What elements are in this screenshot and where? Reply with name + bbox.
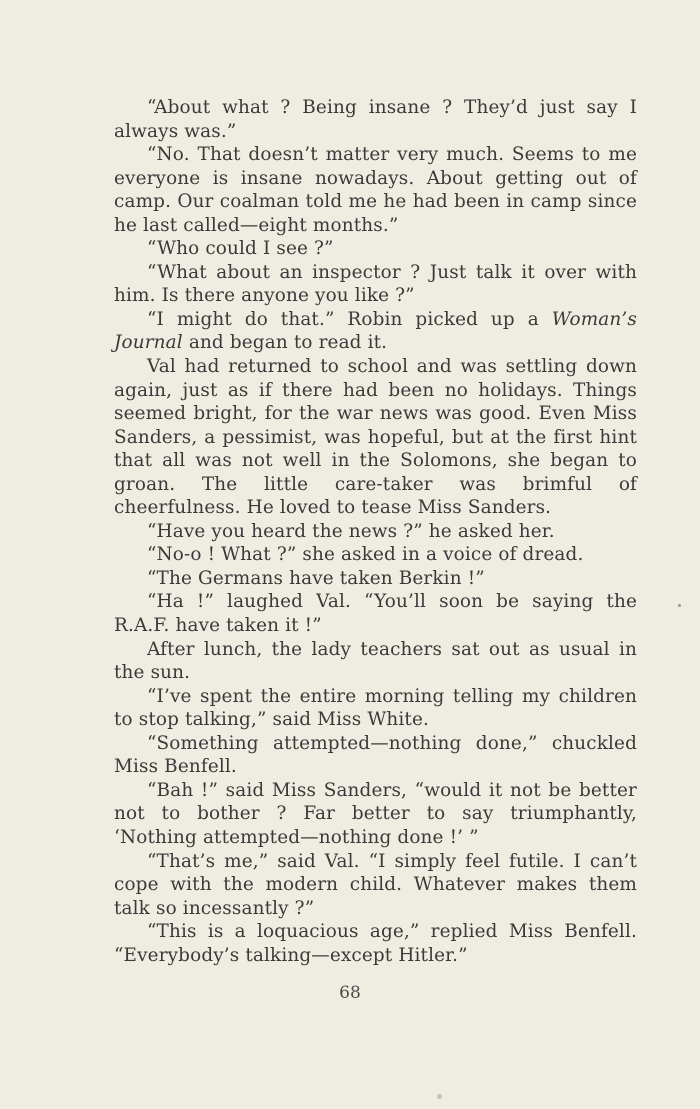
paragraph-7: “Have you heard the news ?” he asked her. (147, 520, 555, 542)
paragraph-5 (114, 308, 637, 355)
paragraph-9: “The Germans have taken Berkin !” (147, 567, 485, 589)
paragraph-2: “No. That doesn’t matter very much. Seems to me everyone is insane nowadays. About getting out of camp. Our coalman told me he had been in camp since he last called—eight months.” (114, 144, 637, 236)
paragraph-8: “No-o ! What ?” she asked in a voice of dread. (147, 544, 584, 566)
body-text (114, 96, 637, 967)
paragraph-10: “Ha !” laughed Val. “You’ll soon be saying the R.A.F. have taken it !” (114, 591, 637, 637)
paragraph-13: “Something attempted—nothing done,” chuckled Miss Benfell. (114, 732, 637, 778)
paragraph-6: Val had returned to school and was settling down again, just as if there had been no holidays. Things seemed bright, for the war news was good. Even Miss Sanders, a pessimist, was hopeful, but at the first hint that all was not well in the Solomons, she began to groan. The little care-taker was brimful of cheerfulness. He loved to tease Miss Sanders. (114, 356, 637, 519)
paragraph-16: “This is a loquacious age,” replied Miss Benfell. “Everybody’s talking—except Hitler.” (114, 921, 637, 966)
bottom-speck (437, 1094, 442, 1099)
paragraph-5-after: and began to read it. (182, 332, 388, 354)
paragraph-15: “That’s me,” said Val. “I simply feel futile. I can’t cope with the modern child. Whatever makes them talk so incessantly ?” (114, 850, 637, 919)
paragraph-4: “What about an inspector ? Just talk it over with him. Is there anyone you like ?” (114, 261, 637, 307)
paragraph-11: After lunch, the lady teachers sat out as usual in the sun. (114, 638, 637, 684)
paragraph-3: “Who could I see ?” (147, 238, 334, 260)
paragraph-14: “Bah !” said Miss Sanders, “would it not be better not to bother ? Far better to say triumphantly, ‘Nothing attempted—nothing done !’ ” (114, 779, 637, 848)
paragraph-1: “About what ? Being insane ? They’d just say I always was.” (114, 97, 637, 142)
paragraph-5-before: “I might do that.” Robin picked up a (147, 308, 552, 330)
magazine-title: Woman’s Journal (114, 308, 637, 354)
page-number: 68 (339, 983, 361, 1003)
paragraph-12: “I’ve spent the entire morning telling my children to stop talking,” said Miss White. (114, 685, 637, 731)
margin-speck (678, 604, 681, 607)
